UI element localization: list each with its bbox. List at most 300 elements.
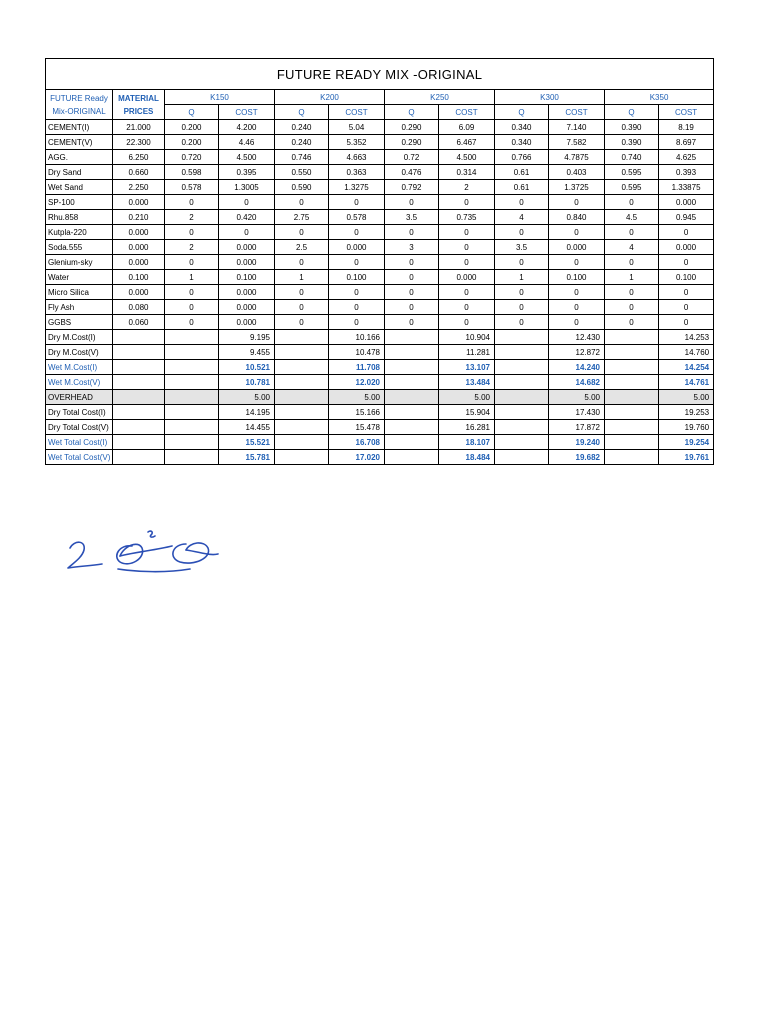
q-cell: 2.75 xyxy=(275,210,329,225)
material-name: Fly Ash xyxy=(46,300,113,315)
empty-cell xyxy=(605,420,659,435)
empty-cell xyxy=(605,375,659,390)
q-cell: 0.290 xyxy=(385,120,439,135)
cost-cell: 0 xyxy=(439,195,495,210)
q-cell: 2 xyxy=(165,240,219,255)
cost-cell: 0 xyxy=(439,285,495,300)
cost-cell: 0 xyxy=(549,255,605,270)
cost-cell: 1.3275 xyxy=(329,180,385,195)
empty-cell xyxy=(495,450,549,465)
q-cell: 0.240 xyxy=(275,135,329,150)
total-value: 15.166 xyxy=(329,405,385,420)
material-price: 0.000 xyxy=(113,225,165,240)
total-value: 9.195 xyxy=(219,330,275,345)
q-header: Q xyxy=(605,105,659,120)
table-row xyxy=(46,195,714,210)
empty-cell xyxy=(165,390,219,405)
empty-cell xyxy=(165,405,219,420)
q-header: Q xyxy=(385,105,439,120)
q-header: Q xyxy=(165,105,219,120)
q-cell: 1 xyxy=(605,270,659,285)
q-cell: 0.200 xyxy=(165,135,219,150)
total-value: 13.484 xyxy=(439,375,495,390)
cost-cell: 0.000 xyxy=(329,240,385,255)
material-price: 0.100 xyxy=(113,270,165,285)
empty-cell xyxy=(113,420,165,435)
grade-header: K300 xyxy=(495,90,605,105)
total-value: 10.478 xyxy=(329,345,385,360)
empty-cell xyxy=(165,360,219,375)
cost-cell: 0 xyxy=(659,225,714,240)
total-value: 11.281 xyxy=(439,345,495,360)
cost-cell: 0 xyxy=(659,285,714,300)
material-price: 0.000 xyxy=(113,240,165,255)
total-row xyxy=(46,420,714,435)
cost-cell: 0.393 xyxy=(659,165,714,180)
material-price: 2.250 xyxy=(113,180,165,195)
q-cell: 1 xyxy=(165,270,219,285)
cost-cell: 0 xyxy=(329,225,385,240)
q-cell: 4 xyxy=(495,210,549,225)
q-cell: 0.390 xyxy=(605,120,659,135)
q-cell: 0 xyxy=(385,270,439,285)
empty-cell xyxy=(605,405,659,420)
q-cell: 0 xyxy=(385,255,439,270)
total-value: 14.240 xyxy=(549,360,605,375)
total-value: 11.708 xyxy=(329,360,385,375)
empty-cell xyxy=(385,420,439,435)
table-row xyxy=(46,300,714,315)
empty-cell xyxy=(495,390,549,405)
total-label: Wet M.Cost(I) xyxy=(46,360,113,375)
empty-cell xyxy=(605,435,659,450)
empty-cell xyxy=(113,345,165,360)
q-cell: 0.550 xyxy=(275,165,329,180)
total-row xyxy=(46,330,714,345)
empty-cell xyxy=(165,375,219,390)
q-cell: 0.595 xyxy=(605,180,659,195)
q-cell: 3.5 xyxy=(385,210,439,225)
material-name: Rhu.858 xyxy=(46,210,113,225)
cost-cell: 0 xyxy=(549,315,605,330)
total-value: 14.253 xyxy=(659,330,714,345)
cost-cell: 0.000 xyxy=(659,195,714,210)
q-cell: 0 xyxy=(165,285,219,300)
table-row xyxy=(46,285,714,300)
cost-cell: 0.100 xyxy=(219,270,275,285)
q-header: Q xyxy=(495,105,549,120)
empty-cell xyxy=(275,330,329,345)
table-row xyxy=(46,120,714,135)
total-value: 5.00 xyxy=(329,390,385,405)
table-row xyxy=(46,255,714,270)
cost-header: COST xyxy=(659,105,714,120)
total-value: 10.781 xyxy=(219,375,275,390)
empty-cell xyxy=(165,435,219,450)
q-cell: 0.72 xyxy=(385,150,439,165)
empty-cell xyxy=(275,345,329,360)
cost-cell: 0 xyxy=(439,315,495,330)
cost-cell: 0.000 xyxy=(659,240,714,255)
table-row xyxy=(46,315,714,330)
cost-cell: 0.000 xyxy=(219,300,275,315)
cost-cell: 4.663 xyxy=(329,150,385,165)
q-cell: 4.5 xyxy=(605,210,659,225)
empty-cell xyxy=(605,330,659,345)
cost-cell: 0.000 xyxy=(219,240,275,255)
total-value: 5.00 xyxy=(659,390,714,405)
q-cell: 0 xyxy=(495,285,549,300)
cost-cell: 4.500 xyxy=(439,150,495,165)
q-cell: 0 xyxy=(385,285,439,300)
total-value: 19.254 xyxy=(659,435,714,450)
q-cell: 0.340 xyxy=(495,135,549,150)
cost-cell: 0.945 xyxy=(659,210,714,225)
table-row xyxy=(46,270,714,285)
cost-cell: 0.314 xyxy=(439,165,495,180)
empty-cell xyxy=(113,360,165,375)
q-cell: 2.5 xyxy=(275,240,329,255)
cost-cell: 0.000 xyxy=(549,240,605,255)
grade-header: K250 xyxy=(385,90,495,105)
cost-cell: 0.420 xyxy=(219,210,275,225)
q-cell: 0 xyxy=(495,255,549,270)
total-value: 19.240 xyxy=(549,435,605,450)
cost-cell: 5.04 xyxy=(329,120,385,135)
material-name: SP-100 xyxy=(46,195,113,210)
cost-cell: 0 xyxy=(329,315,385,330)
total-value: 13.107 xyxy=(439,360,495,375)
total-value: 12.020 xyxy=(329,375,385,390)
cost-cell: 0 xyxy=(439,255,495,270)
table-row xyxy=(46,225,714,240)
material-price: 0.000 xyxy=(113,255,165,270)
empty-cell xyxy=(385,390,439,405)
empty-cell xyxy=(113,450,165,465)
q-cell: 4 xyxy=(605,240,659,255)
cost-table xyxy=(45,58,714,465)
total-value: 18.484 xyxy=(439,450,495,465)
cost-cell: 0.000 xyxy=(219,315,275,330)
total-value: 14.455 xyxy=(219,420,275,435)
table-row xyxy=(46,210,714,225)
cost-cell: 0 xyxy=(219,225,275,240)
material-name: GGBS xyxy=(46,315,113,330)
cost-cell: 6.09 xyxy=(439,120,495,135)
company-header: FUTURE Ready Mix-ORIGINAL xyxy=(46,90,113,120)
total-value: 10.521 xyxy=(219,360,275,375)
q-cell: 0 xyxy=(385,225,439,240)
q-cell: 0 xyxy=(495,300,549,315)
cost-header: COST xyxy=(219,105,275,120)
empty-cell xyxy=(113,435,165,450)
empty-cell xyxy=(605,345,659,360)
empty-cell xyxy=(275,450,329,465)
cost-cell: 0 xyxy=(219,195,275,210)
cost-cell: 0 xyxy=(439,225,495,240)
total-value: 17.020 xyxy=(329,450,385,465)
q-cell: 0 xyxy=(495,195,549,210)
empty-cell xyxy=(385,405,439,420)
q-cell: 0 xyxy=(165,255,219,270)
cost-cell: 0.403 xyxy=(549,165,605,180)
q-cell: 0 xyxy=(275,225,329,240)
q-cell: 0 xyxy=(605,300,659,315)
q-cell: 0.746 xyxy=(275,150,329,165)
cost-cell: 0.363 xyxy=(329,165,385,180)
q-cell: 0.200 xyxy=(165,120,219,135)
q-cell: 0 xyxy=(605,225,659,240)
total-value: 14.682 xyxy=(549,375,605,390)
cost-cell: 0.100 xyxy=(549,270,605,285)
q-cell: 0 xyxy=(165,225,219,240)
cost-cell: 2 xyxy=(439,180,495,195)
total-value: 19.760 xyxy=(659,420,714,435)
empty-cell xyxy=(275,375,329,390)
cost-cell: 8.697 xyxy=(659,135,714,150)
cost-cell: 0.395 xyxy=(219,165,275,180)
empty-cell xyxy=(113,390,165,405)
cost-cell: 0.735 xyxy=(439,210,495,225)
cost-cell: 8.19 xyxy=(659,120,714,135)
grade-header: K200 xyxy=(275,90,385,105)
cost-cell: 0 xyxy=(659,300,714,315)
empty-cell xyxy=(275,405,329,420)
total-value: 17.872 xyxy=(549,420,605,435)
empty-cell xyxy=(165,330,219,345)
material-name: Soda.555 xyxy=(46,240,113,255)
cost-cell: 6.467 xyxy=(439,135,495,150)
cost-cell: 0 xyxy=(659,315,714,330)
cost-cell: 0.100 xyxy=(329,270,385,285)
cost-cell: 0 xyxy=(439,300,495,315)
q-cell: 0 xyxy=(605,255,659,270)
material-price: 22.300 xyxy=(113,135,165,150)
total-row xyxy=(46,345,714,360)
material-name: Kutpla-220 xyxy=(46,225,113,240)
total-row xyxy=(46,375,714,390)
grade-header: K150 xyxy=(165,90,275,105)
q-cell: 0.590 xyxy=(275,180,329,195)
q-cell: 0 xyxy=(275,315,329,330)
cost-cell: 1.33875 xyxy=(659,180,714,195)
total-value: 19.253 xyxy=(659,405,714,420)
empty-cell xyxy=(495,405,549,420)
cost-cell: 0.000 xyxy=(219,285,275,300)
material-name: Dry Sand xyxy=(46,165,113,180)
total-label: OVERHEAD xyxy=(46,390,113,405)
q-cell: 0.290 xyxy=(385,135,439,150)
total-row xyxy=(46,405,714,420)
q-cell: 0.578 xyxy=(165,180,219,195)
total-label: Dry M.Cost(I) xyxy=(46,330,113,345)
total-value: 14.761 xyxy=(659,375,714,390)
q-cell: 0.61 xyxy=(495,180,549,195)
total-label: Wet M.Cost(V) xyxy=(46,375,113,390)
empty-cell xyxy=(113,405,165,420)
empty-cell xyxy=(165,345,219,360)
total-value: 10.904 xyxy=(439,330,495,345)
empty-cell xyxy=(275,420,329,435)
material-price: 0.060 xyxy=(113,315,165,330)
q-cell: 0.766 xyxy=(495,150,549,165)
q-cell: 0 xyxy=(165,300,219,315)
cost-header: COST xyxy=(549,105,605,120)
q-cell: 0 xyxy=(495,225,549,240)
empty-cell xyxy=(385,450,439,465)
empty-cell xyxy=(605,390,659,405)
total-value: 12.872 xyxy=(549,345,605,360)
q-cell: 0 xyxy=(275,195,329,210)
material-price: 21.000 xyxy=(113,120,165,135)
cost-cell: 4.625 xyxy=(659,150,714,165)
q-cell: 0 xyxy=(605,315,659,330)
total-value: 15.781 xyxy=(219,450,275,465)
q-cell: 3.5 xyxy=(495,240,549,255)
q-cell: 0.598 xyxy=(165,165,219,180)
empty-cell xyxy=(385,375,439,390)
material-name: Water xyxy=(46,270,113,285)
material-price: 0.080 xyxy=(113,300,165,315)
cost-cell: 0 xyxy=(439,240,495,255)
total-value: 5.00 xyxy=(439,390,495,405)
empty-cell xyxy=(165,420,219,435)
material-name: Micro Silica xyxy=(46,285,113,300)
material-prices-header: MATERIAL PRICES xyxy=(113,90,165,120)
q-cell: 0.390 xyxy=(605,135,659,150)
cost-cell: 7.582 xyxy=(549,135,605,150)
total-value: 16.708 xyxy=(329,435,385,450)
cost-header: COST xyxy=(439,105,495,120)
grade-header: K350 xyxy=(605,90,714,105)
q-cell: 0.792 xyxy=(385,180,439,195)
empty-cell xyxy=(385,345,439,360)
cost-cell: 0.000 xyxy=(439,270,495,285)
empty-cell xyxy=(605,360,659,375)
cost-cell: 0 xyxy=(329,255,385,270)
q-cell: 0.340 xyxy=(495,120,549,135)
signature-image xyxy=(60,522,220,582)
q-cell: 0 xyxy=(605,195,659,210)
cost-cell: 0 xyxy=(659,255,714,270)
empty-cell xyxy=(113,330,165,345)
total-label: Wet Total Cost(I) xyxy=(46,435,113,450)
cost-cell: 0 xyxy=(549,300,605,315)
total-row xyxy=(46,450,714,465)
cost-header: COST xyxy=(329,105,385,120)
total-value: 15.478 xyxy=(329,420,385,435)
table-row xyxy=(46,180,714,195)
total-value: 10.166 xyxy=(329,330,385,345)
total-value: 12.430 xyxy=(549,330,605,345)
empty-cell xyxy=(495,435,549,450)
material-price: 0.210 xyxy=(113,210,165,225)
cost-cell: 4.7875 xyxy=(549,150,605,165)
q-header: Q xyxy=(275,105,329,120)
total-row xyxy=(46,360,714,375)
empty-cell xyxy=(495,420,549,435)
total-label: Wet Total Cost(V) xyxy=(46,450,113,465)
material-price: 0.660 xyxy=(113,165,165,180)
total-value: 5.00 xyxy=(549,390,605,405)
q-cell: 0 xyxy=(385,195,439,210)
material-price: 0.000 xyxy=(113,195,165,210)
total-label: Dry M.Cost(V) xyxy=(46,345,113,360)
cost-cell: 7.140 xyxy=(549,120,605,135)
total-value: 15.521 xyxy=(219,435,275,450)
empty-cell xyxy=(385,360,439,375)
total-value: 19.761 xyxy=(659,450,714,465)
total-label: Dry Total Cost(I) xyxy=(46,405,113,420)
q-cell: 0 xyxy=(385,315,439,330)
q-cell: 0 xyxy=(385,300,439,315)
cost-cell: 4.46 xyxy=(219,135,275,150)
total-value: 16.281 xyxy=(439,420,495,435)
cost-cell: 0 xyxy=(329,300,385,315)
total-label: Dry Total Cost(V) xyxy=(46,420,113,435)
total-value: 9.455 xyxy=(219,345,275,360)
q-cell: 0 xyxy=(275,285,329,300)
q-cell: 0.720 xyxy=(165,150,219,165)
table-row xyxy=(46,240,714,255)
q-cell: 0 xyxy=(275,300,329,315)
empty-cell xyxy=(605,450,659,465)
empty-cell xyxy=(495,375,549,390)
q-cell: 0.740 xyxy=(605,150,659,165)
empty-cell xyxy=(495,360,549,375)
material-name: CEMENT(I) xyxy=(46,120,113,135)
empty-cell xyxy=(385,435,439,450)
total-value: 5.00 xyxy=(219,390,275,405)
q-cell: 1 xyxy=(495,270,549,285)
total-value: 14.760 xyxy=(659,345,714,360)
material-name: AGG. xyxy=(46,150,113,165)
material-name: CEMENT(V) xyxy=(46,135,113,150)
material-name: Glenium-sky xyxy=(46,255,113,270)
cost-cell: 0.100 xyxy=(659,270,714,285)
cost-cell: 0 xyxy=(329,285,385,300)
q-cell: 0 xyxy=(495,315,549,330)
q-cell: 0 xyxy=(275,255,329,270)
total-value: 17.430 xyxy=(549,405,605,420)
q-cell: 0.61 xyxy=(495,165,549,180)
cost-cell: 0.840 xyxy=(549,210,605,225)
empty-cell xyxy=(385,330,439,345)
empty-cell xyxy=(275,360,329,375)
total-row xyxy=(46,435,714,450)
cost-cell: 0 xyxy=(549,195,605,210)
q-cell: 0.240 xyxy=(275,120,329,135)
total-row xyxy=(46,390,714,405)
cost-cell: 5.352 xyxy=(329,135,385,150)
q-cell: 1 xyxy=(275,270,329,285)
empty-cell xyxy=(495,330,549,345)
empty-cell xyxy=(165,450,219,465)
table-row xyxy=(46,150,714,165)
cost-cell: 0 xyxy=(549,225,605,240)
cost-cell: 0.000 xyxy=(219,255,275,270)
empty-cell xyxy=(275,390,329,405)
cost-cell: 4.200 xyxy=(219,120,275,135)
cost-cell: 0 xyxy=(549,285,605,300)
q-cell: 0 xyxy=(165,315,219,330)
table-title: FUTURE READY MIX -ORIGINAL xyxy=(46,59,714,90)
table-row xyxy=(46,135,714,150)
q-cell: 3 xyxy=(385,240,439,255)
empty-cell xyxy=(275,435,329,450)
cost-cell: 4.500 xyxy=(219,150,275,165)
q-cell: 2 xyxy=(165,210,219,225)
